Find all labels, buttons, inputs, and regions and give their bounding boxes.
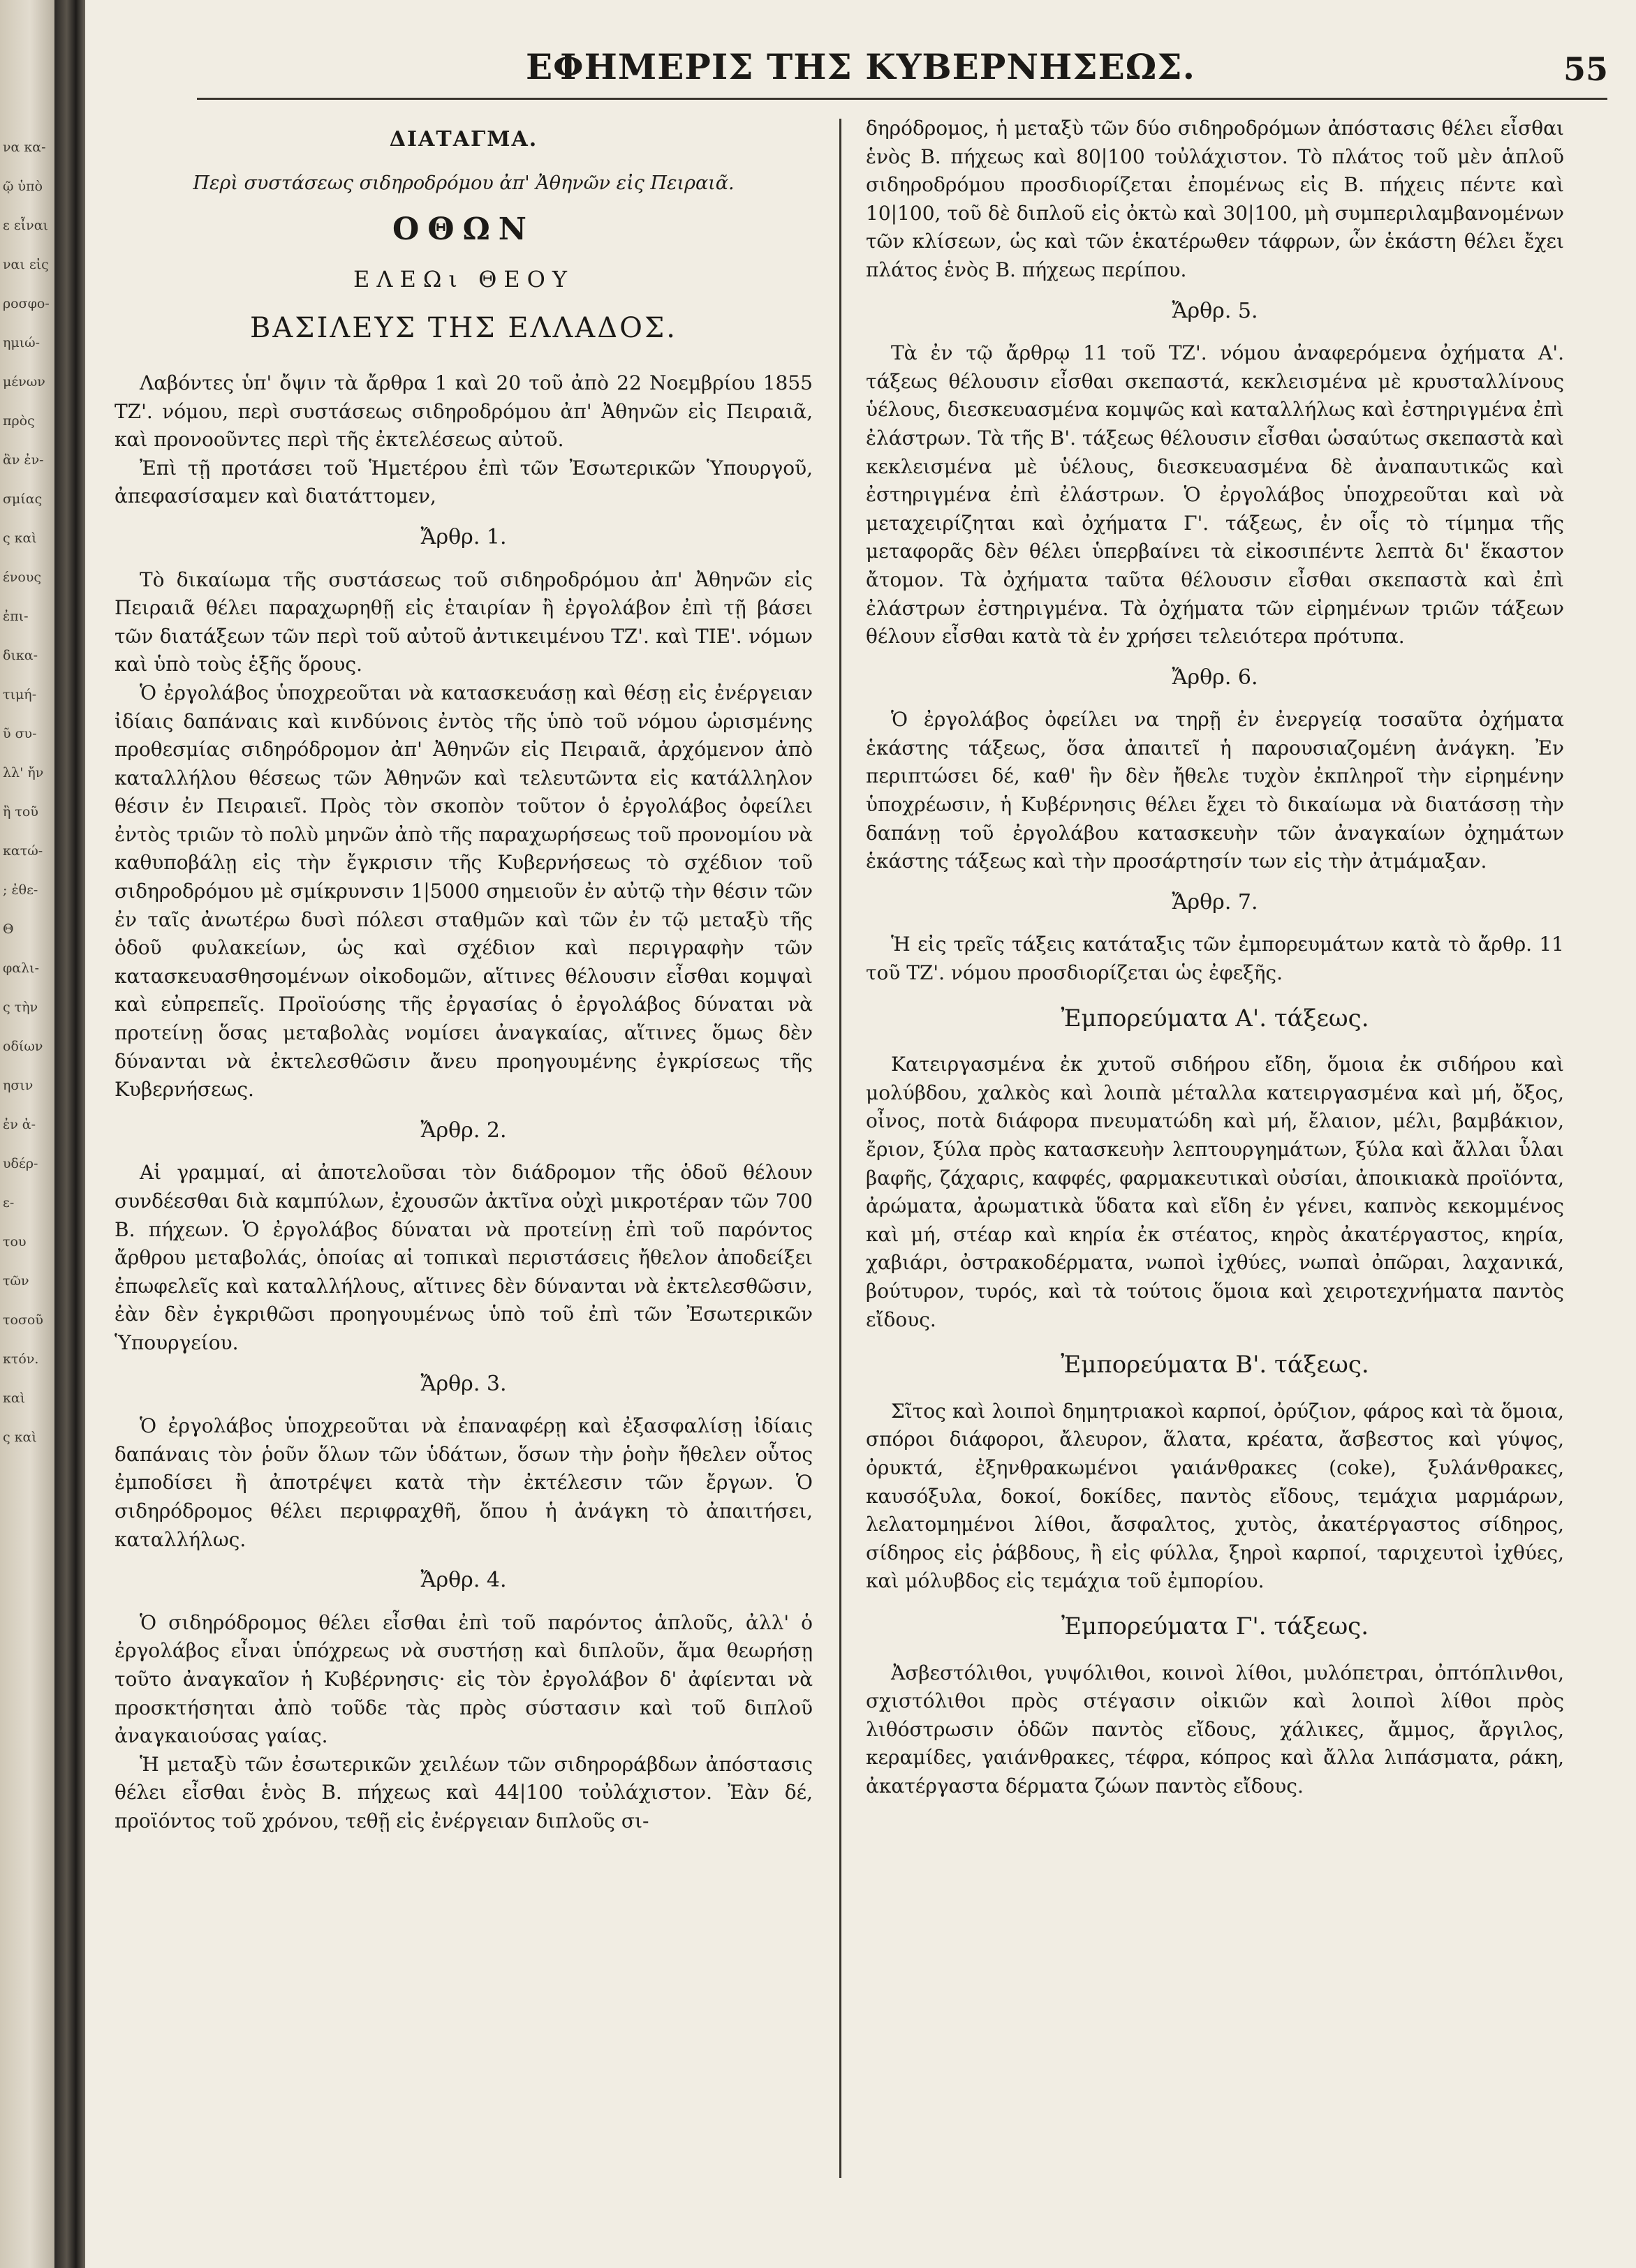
- margin-fragment: ναι εἰς: [3, 257, 49, 272]
- goods-category-heading: Ἐμπορεύματα Α'. τάξεως.: [1061, 1004, 1369, 1032]
- margin-fragment: ς καὶ: [3, 1430, 37, 1445]
- margin-fragment: υδέρ-: [3, 1156, 38, 1171]
- margin-fragment: του: [3, 1234, 27, 1250]
- king-title: ΒΑΣΙΛΕΥΣ ΤΗΣ ΕΛΛΑΔΟΣ.: [250, 312, 677, 345]
- margin-fragment: ησιν: [3, 1078, 34, 1093]
- column-divider: [839, 119, 841, 2178]
- margin-fragment: κατώ-: [3, 843, 43, 859]
- goods-list: Ἀσβεστόλιθοι, γυψόλιθοι, κοινοὶ λίθοι, μυλόπετραι, ὀπτόπλινθοι, σχιστόλιθοι πρὸς στέγασιν οἰκιῶν καὶ λοιποὶ λίθοι πρὸς λιθόστρωσιν ὁδῶν παντὸς εἴδους, χάλικες, ἄμμος, ἄργιλος, κεραμίδες, γαιάνθρακες, τέφρα, κόπρος καὶ ἄλλα λιπάσματα, ράκη, ἀκατέργαστα δέρματα ζώων παντὸς εἴδους.: [866, 1661, 1564, 1798]
- margin-fragment: ε-: [3, 1195, 15, 1210]
- margin-fragment: Θ: [3, 921, 14, 937]
- page-number: 55: [1563, 50, 1608, 88]
- preamble-paragraph: Λαβόντες ὑπ' ὄψιν τὰ ἄρθρα 1 καὶ 20 τοῦ ἀπὸ 22 Νοεμβρίου 1855 ΤΖ'. νόμου, περὶ συστάσεως σιδηροδρόμου ἀπ' Ἀθηνῶν εἰς Πειραιᾶ, καὶ προνοοῦντες περὶ τῆς ἐκτελέσεως αὐτοῦ.: [115, 371, 813, 452]
- article-heading: Ἄρθρ. 3.: [420, 1371, 507, 1396]
- article-paragraph: Ἡ εἰς τρεῖς τάξεις κατάταξις τῶν ἐμπορευμάτων κατὰ τὸ ἄρθρ. 11 τοῦ ΤΖ'. νόμου προσδιορίζεται ὡς ἐφεξῆς.: [866, 933, 1564, 985]
- margin-fragment: μένων: [3, 374, 45, 390]
- grace-of-god: ΕΛΕΩι ΘΕΟΥ: [353, 265, 575, 292]
- decree-subject: Περὶ συστάσεως σιδηροδρόμου ἀπ' Ἀθηνῶν εἰς Πειραιᾶ.: [193, 172, 735, 194]
- margin-fragment: τιμή-: [3, 687, 37, 702]
- article-paragraph: Ὁ ἐργολάβος ὀφείλει να τηρῇ ἐν ἐνεργείᾳ τοσαῦτα ὀχήματα ἑκάστης τάξεως, ὅσα ἀπαιτεῖ ἡ παρουσιαζομένη ἀνάγκη. Ἐν περιπτώσει δέ, καθ' ἣν δὲν ἤθελε τυχὸν ἐκπληροῖ τὴν εἰρημένην ὑποχρέωσιν, ἡ Κυβέρνησις θέλει ἔχει τὸ δικαίωμα νὰ διατάσσῃ τὴν δαπάνῃ τοῦ ἐργολάβου κατασκευὴν τῶν ἀναγκαίων ὀχημάτων ἑκάστης τάξεως καὶ τὴν προσάρτησίν των εἰς τὴν ἀτμάμαξαν.: [866, 708, 1564, 873]
- margin-fragment: ἐπι-: [3, 609, 29, 624]
- margin-fragment: δικα-: [3, 648, 38, 663]
- article-heading: Ἄρθρ. 7.: [1172, 889, 1258, 914]
- margin-fragment: ς καὶ: [3, 531, 37, 546]
- margin-fragment: οδίων: [3, 1039, 43, 1054]
- margin-fragment: κτόν.: [3, 1351, 39, 1367]
- article-paragraph: Τὰ ἐν τῷ ἄρθρῳ 11 τοῦ ΤΖ'. νόμου ἀναφερόμενα ὀχήματα Α'. τάξεως θέλουσιν εἶσθαι σκεπαστά, κεκλεισμένα μὲ κρυσταλλίνους ὑέλους, διεσκευασμένα κομψῶς καὶ καταλλήλως καὶ ἐστηριγμένα ἐπὶ ἐλάστρων. Τὰ τῆς Β'. τάξεως θέλουσιν εἶσθαι ὡσαύτως σκεπαστὰ καὶ κεκλεισμένα μὲ ὑέλους, διεσκευασμένα δὲ ἀναπαυτικῶς καὶ ἐστηριγμένα ἐπὶ ἐλάστρων. Ὁ ἐργολάβος ὑποχρεοῦται καὶ νὰ μεταχειρίζηται καὶ ὀχήματα Γ'. τάξεως, ἐν οἷς τὸ τίμημα τῆς μεταφορᾶς δὲν θέλει ὑπερβαίνει τὰ εἰκοσιπέντε λεπτὰ δι' ἕκαστον ἄτομον. Τὰ ὀχήματα ταῦτα θέλουσιν εἶσθαι σκεπαστὰ καὶ ἐπὶ ἐλάστρων ἐστηριγμένα. Τὰ ὀχήματα τῶν εἰρημένων τριῶν τάξεων θέλουν εἶσθαι κατὰ τὰ ἐν χρήσει τελειότερα πρότυπα.: [866, 341, 1564, 648]
- margin-fragment: ένους: [3, 570, 42, 585]
- margin-fragment: ε εἶναι: [3, 218, 49, 233]
- article-heading: Ἄρθρ. 5.: [1172, 298, 1258, 323]
- article-heading: Ἄρθρ. 4.: [420, 1568, 507, 1593]
- margin-fragment: ἂν ἐν-: [3, 452, 44, 468]
- book-spine: [54, 0, 85, 2268]
- article-paragraph: δηρόδρομος, ἡ μεταξὺ τῶν δύο σιδηροδρόμων ἀπόστασις θέλει εἶσθαι ἑνὸς Β. πήχεως καὶ 80|100 τοὐλάχιστον. Τὸ πλάτος τοῦ μὲν ἁπλοῦ σιδηροδρόμου προσδιορίζεται ἐπομένως εἰς Β. πήχεις πέντε καὶ 10|100, τοῦ δὲ διπλοῦ εἰς ὀκτὼ καὶ 30|100, μὴ συμπεριλαμβανομένων τῶν κλίσεων, ὡς καὶ τῶν ἑκατέρωθεν τάφρων, ὧν ἑκάστη θέλει ἔχει πλάτος ἑνὸς Β. πήχεως περίπου.: [866, 117, 1564, 281]
- margin-fragment: ; ἐθε-: [3, 882, 38, 898]
- margin-fragment: ημιώ-: [3, 335, 40, 350]
- margin-fragment: πρὸς: [3, 413, 35, 429]
- margin-fragment: ἐν ἀ-: [3, 1117, 36, 1132]
- article-paragraph: Ὁ σιδηρόδρομος θέλει εἶσθαι ἐπὶ τοῦ παρόντος ἁπλοῦς, ἀλλ' ὁ ἐργολάβος εἶναι ὑπόχρεως νὰ συστήσῃ καὶ διπλοῦν, ἅμα θεωρήσῃ τοῦτο ἀναγκαῖον ἡ Κυβέρνησις· εἰς τὸν ἐργολάβον δ' ἀφίενται νὰ προσκτήσηται ἀπὸ τοῦδε τὰς πρὸς σύστασιν καὶ τοῦ διπλοῦ ἀναγκαιούσας γαίας.: [115, 1610, 813, 1748]
- gazette-page: [85, 0, 1636, 2268]
- goods-list: Κατειργασμένα ἐκ χυτοῦ σιδήρου εἴδη, ὅμοια ἐκ σιδήρου καὶ μολύβδου, χαλκὸς καὶ λοιπὰ μέταλλα κατειργασμένα καὶ μή, ὄξος, οἶνος, ποτὰ διάφορα πνευματώδη καὶ μή, ἔλαιον, μέλι, βαμβάκιον, ἔριον, ξύλα πρὸς κατασκευὴν λεπτουργημάτων, ξύλα καὶ ἄλλαι ὗλαι βαφῆς, ζάχαρις, καφφές, φαρμακευτικαὶ οὐσίαι, ἀποικιακὰ προϊόντα, ἀρώματα, ἀρωματικὰ ὕδατα καὶ εἴδη ἐν γένει, καπνὸς κεκομμένος καὶ μή, στέαρ καὶ κηρία ἐκ στέατος, κηρὸς ἀκατέργαστος, κηρία, χαβιάρι, ὀστρακοδέρματα, νωποὶ ἰχθύες, νωπαὶ ὀπῶραι, λαχανικά, βούτυρον, τυρός, καὶ τὰ τούτοις ὅμοια καὶ χειροτεχνήματα παντὸς εἴδους.: [866, 1053, 1564, 1331]
- margin-fragment: ῦ συ-: [3, 726, 37, 741]
- left-column: [115, 114, 813, 1835]
- article-heading: Ἄρθρ. 6.: [1172, 665, 1258, 690]
- preamble-paragraph: Ἐπὶ τῇ προτάσει τοῦ Ἡμετέρου ἐπὶ τῶν Ἐσωτερικῶν Ὑπουργοῦ, ἀπεφασίσαμεν καὶ διατάττομεν,: [115, 456, 813, 508]
- margin-fragment: ῷ ὑπὸ: [3, 179, 43, 194]
- header-rule: [197, 98, 1607, 100]
- article-paragraph: Ὁ ἐργολάβος ὑποχρεοῦται νὰ ἐπαναφέρῃ καὶ ἐξασφαλίσῃ ἰδίαις δαπάναις τὸν ῥοῦν ὅλων τῶν ὑδάτων, ὅσων τὴν ῥοὴν ἤθελεν οὗτος ἐμποδίσει ἢ ἀποτρέψει κατὰ τὴν ἐκτέλεσιν τῶν ἔργων. Ὁ σιδηρόδρομος θέλει περιφραχθῆ, ὅπου ἡ ἀνάγκη τὸ ἀπαιτήσει, καταλλήλως.: [115, 1414, 813, 1551]
- article-heading: Ἄρθρ. 2.: [420, 1118, 507, 1143]
- article-paragraph: Τὸ δικαίωμα τῆς συστάσεως τοῦ σιδηροδρόμου ἀπ' Ἀθηνῶν εἰς Πειραιᾶ θέλει παραχωρηθῇ εἰς ἑταιρίαν ἢ ἐργολάβον ἐπὶ τῇ βάσει τῶν διατάξεων τῶν περὶ τοῦ αὐτοῦ ἀντικειμένου ΤΖ'. καὶ ΤΙΕ'. νόμων καὶ ὑπὸ τοὺς ἑξῆς ὅρους.: [115, 568, 813, 676]
- article-heading: Ἄρθρ. 1.: [420, 524, 507, 549]
- margin-fragment: ς τὴν: [3, 1000, 38, 1015]
- margin-fragment: ροσφο-: [3, 296, 50, 311]
- article-paragraph: Ὁ ἐργολάβος ὑποχρεοῦται νὰ κατασκευάσῃ καὶ θέσῃ εἰς ἐνέργειαν ἰδίαις δαπάναις καὶ κινδύνοις ἐντὸς τῆς ὑπὸ τοῦ νόμου ὡρισμένης προθεσμίας σιδηρόδρομον ἀπ' Ἀθηνῶν εἰς Πειραιᾶ, ἀρχόμενον ἀπὸ καταλλήλου θέσεως τῶν Ἀθηνῶν καὶ τελευτῶντα εἰς κατάλληλον θέσιν ἐν Πειραιεῖ. Πρὸς τὸν σκοπὸν τοῦτον ὁ ἐργολάβος ὀφείλει ἐντὸς τριῶν τὸ πολὺ μηνῶν ἀπὸ τῆς παραχωρήσεως τοῦ προνομίου νὰ καθυποβάλῃ εἰς τὴν ἔγκρισιν τῆς Κυβερνήσεως τὸ σχέδιον τοῦ σιδηροδρόμου μὲ σμίκρυνσιν 1|5000 σημειοῦν ἐν αὐτῷ τὴν θέσιν τῶν ἐν ταῖς ἀνωτέρω δυσὶ πόλεσι σταθμῶν καὶ τῶν ἐν τῷ μεταξὺ τῆς ὁδοῦ φυλακείων, ὡς καὶ σχέδιον καὶ περιγραφὴν τῶν κατασκευασθησομένων οἰκοδομῶν, αἵτινες θέλουσιν εἶσθαι κομψαὶ καὶ εὐπρεπεῖς. Προϊούσης τῆς ἐργασίας ὁ ἐργολάβος δύναται νὰ προτείνῃ ὅσας μεταβολὰς νομίσει ἀναγκαίας, αἵτινες ὅμως δὲν δύνανται νὰ ἐκτελεσθῶσιν ἄνευ προηγουμένης ἐγκρίσεως τῆς Κυβερνήσεως.: [115, 681, 813, 1102]
- margin-fragment: τῶν: [3, 1273, 29, 1289]
- margin-fragment: σμίας: [3, 491, 43, 507]
- facing-page-margin: [0, 0, 54, 2268]
- running-title: ΕΦΗΜΕΡΙΣ ΤΗΣ ΚΥΒΕΡΝΗΣΕΩΣ.: [525, 46, 1196, 87]
- margin-fragment: καὶ: [3, 1391, 26, 1406]
- margin-fragment: τοσοῦ: [3, 1312, 43, 1328]
- article-paragraph: Ἡ μεταξὺ τῶν ἐσωτερικῶν χειλέων τῶν σιδηροράβδων ἀπόστασις θέλει εἶσθαι ἑνὸς Β. πήχεως καὶ 44|100 τοὐλάχιστον. Ἐὰν δέ, προϊόντος τοῦ χρόνου, τεθῇ εἰς ἐνέργειαν διπλοῦς σι-: [115, 1752, 813, 1832]
- margin-fragment: φαλι-: [3, 961, 40, 976]
- right-column: [866, 114, 1564, 1800]
- goods-list: Σῖτος καὶ λοιποὶ δημητριακοὶ καρποί, ὀρύζιον, φάρος καὶ τὰ ὅμοια, σπόροι διάφοροι, ἄλευρον, ἅλατα, κρέατα, ἄσβεστος καὶ γύψος, ὀρυκτά, ἐξηνθρακωμένοι γαιάνθρακες (coke), ξυλάνθρακες, καυσόξυλα, δοκοί, δοκίδες, παντὸς εἴδους, τεμάχια μαρμάρων, λελατομημένοι λίθοι, ἄσφαλτος, χυτὸς, ἀκατέργαστος σίδηρος, σίδηρος εἰς ῥάβδους, ἢ εἰς φύλλα, ξηροὶ καρποί, ταριχευτοὶ ἰχθύες, καὶ μόλυβδος εἰς τεμάχια τοῦ ἐμπορίου.: [866, 1399, 1564, 1593]
- king-name: ΟΘΩΝ: [392, 212, 536, 248]
- margin-fragment: να κα-: [3, 140, 46, 155]
- goods-category-heading: Ἐμπορεύματα Γ'. τάξεως.: [1061, 1612, 1369, 1640]
- margin-fragment: ἢ τοῦ: [3, 804, 38, 820]
- article-paragraph: Αἱ γραμμαί, αἱ ἀποτελοῦσαι τὸν διάδρομον τῆς ὁδοῦ θέλουν συνδέεσθαι διὰ καμπύλων, ἐχουσῶν ἀκτῖνα οὐχὶ μικροτέραν τῶν 700 Β. πήχεων. Ὁ ἐργολάβος δύναται νὰ προτείνῃ ἐπὶ τοῦ παρόντος ἄρθρου μεταβολάς, ὁποίας αἱ τοπικαὶ περιστάσεις ἤθελον ἀποδείξει ἐπωφελεῖς καὶ καταλλήλους, αἵτινες δὲν δύνανται νὰ ἐκτελεσθῶσιν, ἐὰν δὲν ἐγκριθῶσι προηγουμένως ὑπὸ τοῦ ἐπὶ τῶν Ἐσωτερικῶν Ὑπουργείου.: [115, 1161, 813, 1354]
- goods-category-heading: Ἐμπορεύματα Β'. τάξεως.: [1061, 1351, 1369, 1379]
- margin-fragment: λλ' ἤν: [3, 765, 44, 780]
- decree-heading: ΔΙΑΤΑΓΜΑ.: [389, 127, 538, 151]
